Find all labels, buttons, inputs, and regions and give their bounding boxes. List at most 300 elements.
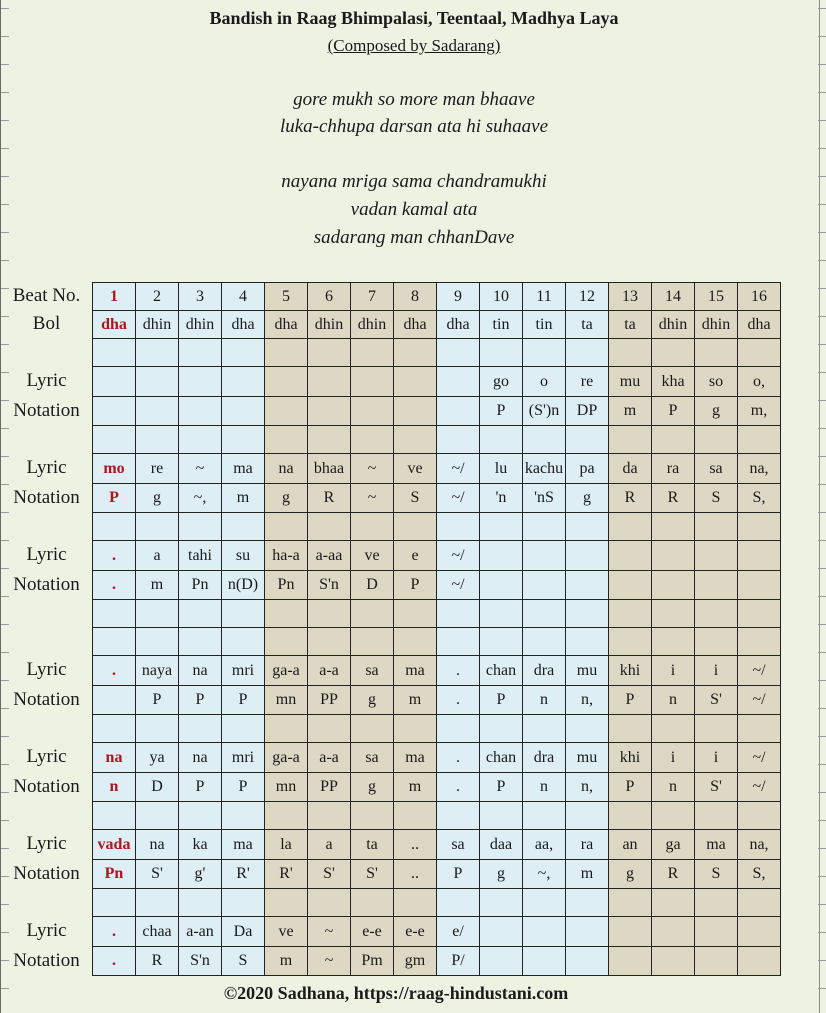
lyric-cell: ra — [652, 454, 695, 484]
notation-cell: P — [437, 860, 480, 889]
notation-label: Notation — [13, 574, 80, 595]
notation-cell: S' — [351, 860, 394, 889]
empty-cell — [265, 426, 308, 454]
notation-cell: .. — [394, 860, 437, 889]
lyric-cell: ga — [652, 830, 695, 860]
notation-cell: n, — [566, 773, 609, 802]
empty-cell — [222, 426, 265, 454]
empty-cell — [93, 426, 136, 454]
notation-row — [93, 947, 781, 976]
row-gridline-tick — [818, 484, 826, 485]
row-gridline-tick — [818, 512, 826, 513]
poem-line: nayana mriga sama chandramukhi — [281, 171, 547, 192]
notation-cell: Pm — [351, 947, 394, 976]
beat-number-cell: 1 — [93, 283, 136, 311]
row-gridline-tick — [818, 764, 826, 765]
notation-cell: n, — [566, 686, 609, 715]
empty-cell — [738, 715, 781, 743]
empty-cell — [136, 715, 179, 743]
empty-cell — [394, 628, 437, 656]
lyric-cell: a-aa — [308, 541, 351, 571]
empty-cell — [136, 426, 179, 454]
lyric-cell — [394, 367, 437, 397]
poem-line: sadarang man chhanDave — [313, 227, 515, 248]
notation-cell: ~ — [351, 484, 394, 513]
notation-cell: m — [566, 860, 609, 889]
notation-cell: P/ — [437, 947, 480, 976]
notation-cell: S, — [738, 860, 781, 889]
empty-cell — [265, 339, 308, 367]
lyric-cell — [437, 367, 480, 397]
row-gridline-tick — [1, 484, 9, 485]
notation-label: Notation — [13, 863, 80, 884]
notation-cell: P — [179, 773, 222, 802]
lyric-cell: Da — [222, 917, 265, 947]
notation-cell: P — [222, 686, 265, 715]
spacer-row — [93, 513, 781, 541]
lyric-cell: ma — [394, 656, 437, 686]
notation-cell: n(D) — [222, 571, 265, 600]
notation-cell: R — [652, 484, 695, 513]
notation-cell — [523, 571, 566, 600]
empty-cell — [179, 802, 222, 830]
notation-label: Notation — [13, 400, 80, 421]
empty-cell — [222, 628, 265, 656]
row-gridline-tick — [818, 960, 826, 961]
empty-cell — [265, 513, 308, 541]
lyric-cell — [695, 541, 738, 571]
notation-cell: S' — [136, 860, 179, 889]
row-gridline-tick — [1, 988, 9, 989]
row-gridline-tick — [1, 232, 9, 233]
row-gridline-tick — [1, 568, 9, 569]
notation-cell: mn — [265, 686, 308, 715]
lyric-cell — [652, 917, 695, 947]
row-gridline-tick — [1, 540, 9, 541]
lyric-cell — [609, 541, 652, 571]
empty-cell — [480, 628, 523, 656]
lyric-cell: mri — [222, 743, 265, 773]
bol-cell: dha — [437, 311, 480, 339]
lyric-cell — [738, 541, 781, 571]
notation-cell: P — [93, 484, 136, 513]
empty-cell — [179, 628, 222, 656]
notation-cell: n — [523, 686, 566, 715]
row-gridline-tick — [1, 820, 9, 821]
empty-cell — [265, 715, 308, 743]
row-gridline-tick — [818, 568, 826, 569]
empty-cell — [179, 513, 222, 541]
lyric-cell — [523, 917, 566, 947]
notation-cell: P — [480, 773, 523, 802]
lyric-cell: khi — [609, 743, 652, 773]
notation-cell: P — [609, 686, 652, 715]
lyric-label: Lyric — [26, 833, 67, 854]
empty-cell — [652, 426, 695, 454]
empty-cell — [480, 802, 523, 830]
empty-cell — [738, 628, 781, 656]
notation-cell: gm — [394, 947, 437, 976]
notation-cell — [652, 571, 695, 600]
empty-cell — [609, 426, 652, 454]
row-gridline-tick — [818, 708, 826, 709]
row-gridline-tick — [818, 540, 826, 541]
lyric-cell: ga-a — [265, 743, 308, 773]
empty-cell — [351, 889, 394, 917]
row-gridline-tick — [818, 680, 826, 681]
empty-cell — [523, 889, 566, 917]
lyric-cell: na, — [738, 830, 781, 860]
lyric-cell: ma — [695, 830, 738, 860]
empty-cell — [222, 513, 265, 541]
empty-cell — [179, 426, 222, 454]
notation-cell: S' — [308, 860, 351, 889]
right-gridline — [819, 0, 820, 1013]
empty-cell — [566, 628, 609, 656]
notation-cell: P — [609, 773, 652, 802]
notation-cell: ~ — [308, 947, 351, 976]
notation-cell: P — [652, 397, 695, 426]
empty-cell — [437, 600, 480, 628]
lyric-cell: sa — [437, 830, 480, 860]
empty-cell — [308, 513, 351, 541]
bol-cell: dha — [265, 311, 308, 339]
notation-cell — [308, 397, 351, 426]
notation-cell: ~, — [179, 484, 222, 513]
empty-cell — [609, 513, 652, 541]
lyric-cell: na, — [738, 454, 781, 484]
empty-cell — [437, 628, 480, 656]
empty-cell — [93, 600, 136, 628]
lyric-cell: ga-a — [265, 656, 308, 686]
row-gridline-tick — [818, 792, 826, 793]
notation-cell: DP — [566, 397, 609, 426]
row-gridline-tick — [1, 876, 9, 877]
lyric-cell: chaa — [136, 917, 179, 947]
page-subtitle: (Composed by Sadarang) — [327, 36, 501, 55]
lyric-label: Lyric — [26, 457, 67, 478]
beat-number-cell: 10 — [480, 283, 523, 311]
empty-cell — [394, 715, 437, 743]
lyric-cell: a-a — [308, 743, 351, 773]
row-gridline-tick — [1, 512, 9, 513]
notation-cell: S' — [695, 686, 738, 715]
lyric-cell: dra — [523, 656, 566, 686]
lyric-label: Lyric — [26, 746, 67, 767]
empty-cell — [652, 889, 695, 917]
notation-cell: ~/ — [738, 773, 781, 802]
empty-cell — [351, 339, 394, 367]
beat-number-cell: 11 — [523, 283, 566, 311]
notation-cell — [480, 571, 523, 600]
empty-cell — [308, 426, 351, 454]
notation-cell: (S')n — [523, 397, 566, 426]
notation-label: Notation — [13, 487, 80, 508]
lyric-cell: go — [480, 367, 523, 397]
empty-cell — [136, 889, 179, 917]
lyric-cell — [136, 367, 179, 397]
row-gridline-tick — [1, 708, 9, 709]
row-gridline-tick — [818, 932, 826, 933]
lyric-cell: pa — [566, 454, 609, 484]
lyric-cell: mri — [222, 656, 265, 686]
empty-cell — [480, 600, 523, 628]
empty-cell — [738, 889, 781, 917]
empty-cell — [394, 513, 437, 541]
notation-cell — [351, 397, 394, 426]
notation-cell: g — [351, 686, 394, 715]
spacer-row — [93, 600, 781, 628]
notation-cell — [566, 947, 609, 976]
row-gridline-tick — [1, 316, 9, 317]
empty-cell — [437, 715, 480, 743]
notation-cell: ~/ — [437, 571, 480, 600]
empty-cell — [523, 600, 566, 628]
beat-number-cell: 14 — [652, 283, 695, 311]
lyric-cell: ve — [351, 541, 394, 571]
empty-cell — [566, 600, 609, 628]
beat-number-cell: 7 — [351, 283, 394, 311]
notation-cell: P — [136, 686, 179, 715]
notation-grid — [92, 282, 781, 976]
notation-cell: n — [652, 773, 695, 802]
notation-cell: g' — [179, 860, 222, 889]
lyric-cell: ka — [179, 830, 222, 860]
empty-cell — [394, 600, 437, 628]
lyric-cell: tahi — [179, 541, 222, 571]
beat-number-cell: 12 — [566, 283, 609, 311]
lyric-cell: kachu — [523, 454, 566, 484]
notation-cell — [652, 947, 695, 976]
empty-cell — [695, 600, 738, 628]
beat-number-cell: 16 — [738, 283, 781, 311]
lyric-cell — [566, 917, 609, 947]
beat-number-cell: 15 — [695, 283, 738, 311]
notation-cell: mn — [265, 773, 308, 802]
row-gridline-tick — [818, 36, 826, 37]
beat-row — [93, 283, 781, 311]
row-gridline-tick — [818, 316, 826, 317]
empty-cell — [136, 600, 179, 628]
notation-cell — [695, 571, 738, 600]
notation-cell: m — [394, 686, 437, 715]
notation-cell: R' — [265, 860, 308, 889]
notation-cell — [437, 397, 480, 426]
page-title: Bandish in Raag Bhimpalasi, Teentaal, Madhya Laya — [209, 8, 619, 28]
empty-cell — [738, 339, 781, 367]
lyric-label: Lyric — [26, 370, 67, 391]
notation-cell: ~/ — [437, 484, 480, 513]
notation-cell — [523, 947, 566, 976]
row-gridline-tick — [818, 876, 826, 877]
row-gridline-tick — [1, 680, 9, 681]
empty-cell — [480, 513, 523, 541]
lyric-cell: su — [222, 541, 265, 571]
empty-cell — [523, 513, 566, 541]
empty-cell — [523, 628, 566, 656]
empty-cell — [179, 715, 222, 743]
lyric-cell — [652, 541, 695, 571]
poem-line: gore mukh so more man bhaave — [293, 89, 535, 110]
empty-cell — [566, 715, 609, 743]
lyric-cell: sa — [695, 454, 738, 484]
notation-cell — [609, 571, 652, 600]
row-gridline-tick — [1, 204, 9, 205]
row-gridline-tick — [1, 960, 9, 961]
row-gridline-tick — [1, 8, 9, 9]
lyric-cell: ~/ — [738, 743, 781, 773]
spacer-row — [93, 889, 781, 917]
empty-cell — [566, 339, 609, 367]
lyric-cell: dra — [523, 743, 566, 773]
bol-cell: dha — [93, 311, 136, 339]
notation-row — [93, 484, 781, 513]
notation-cell — [394, 397, 437, 426]
row-gridline-tick — [818, 120, 826, 121]
lyric-cell: vada — [93, 830, 136, 860]
bol-cell: dha — [738, 311, 781, 339]
notation-cell: P — [394, 571, 437, 600]
lyric-cell: ha-a — [265, 541, 308, 571]
row-gridline-tick — [818, 176, 826, 177]
lyric-cell — [93, 367, 136, 397]
notation-cell: n — [93, 773, 136, 802]
row-gridline-tick — [818, 596, 826, 597]
row-gridline-tick — [818, 372, 826, 373]
lyric-cell — [351, 367, 394, 397]
spacer-row — [93, 802, 781, 830]
notation-cell: Pn — [265, 571, 308, 600]
row-gridline-tick — [1, 932, 9, 933]
empty-cell — [308, 802, 351, 830]
empty-cell — [652, 600, 695, 628]
notation-cell — [265, 397, 308, 426]
row-gridline-tick — [1, 652, 9, 653]
row-gridline-tick — [818, 624, 826, 625]
notation-row — [93, 397, 781, 426]
empty-cell — [93, 339, 136, 367]
empty-cell — [265, 889, 308, 917]
empty-cell — [179, 889, 222, 917]
lyric-cell: da — [609, 454, 652, 484]
notation-cell: m — [609, 397, 652, 426]
row-gridline-tick — [1, 148, 9, 149]
lyric-cell: a — [136, 541, 179, 571]
notation-label: Notation — [13, 776, 80, 797]
lyric-cell — [265, 367, 308, 397]
empty-cell — [93, 513, 136, 541]
row-gridline-tick — [1, 260, 9, 261]
notation-label: Notation — [13, 689, 80, 710]
empty-cell — [566, 802, 609, 830]
empty-cell — [136, 339, 179, 367]
notation-cell: m — [136, 571, 179, 600]
bol-cell: tin — [480, 311, 523, 339]
notation-cell: P — [222, 773, 265, 802]
lyric-cell: la — [265, 830, 308, 860]
lyric-cell: ma — [222, 454, 265, 484]
empty-cell — [437, 889, 480, 917]
empty-cell — [437, 339, 480, 367]
lyric-row — [93, 743, 781, 773]
lyric-cell: naya — [136, 656, 179, 686]
lyric-cell: chan — [480, 656, 523, 686]
row-gridline-tick — [818, 988, 826, 989]
spacer-row — [93, 715, 781, 743]
lyric-cell: ya — [136, 743, 179, 773]
row-gridline-tick — [818, 400, 826, 401]
empty-cell — [222, 889, 265, 917]
empty-cell — [566, 889, 609, 917]
notation-cell — [136, 397, 179, 426]
notation-cell — [609, 947, 652, 976]
notation-cell: g — [136, 484, 179, 513]
row-gridline-tick — [1, 176, 9, 177]
lyric-cell: na — [93, 743, 136, 773]
notation-cell: g — [351, 773, 394, 802]
empty-cell — [738, 426, 781, 454]
notation-row — [93, 686, 781, 715]
row-gridline-tick — [818, 652, 826, 653]
lyric-cell: re — [136, 454, 179, 484]
row-gridline-tick — [818, 204, 826, 205]
empty-cell — [394, 889, 437, 917]
empty-cell — [93, 628, 136, 656]
empty-cell — [480, 339, 523, 367]
empty-cell — [480, 426, 523, 454]
empty-cell — [738, 513, 781, 541]
notation-cell: . — [437, 773, 480, 802]
notation-row — [93, 571, 781, 600]
empty-cell — [523, 426, 566, 454]
empty-cell — [652, 715, 695, 743]
empty-cell — [609, 889, 652, 917]
notation-cell: 'nS — [523, 484, 566, 513]
lyric-cell: sa — [351, 656, 394, 686]
bol-cell: ta — [609, 311, 652, 339]
empty-cell — [136, 628, 179, 656]
lyric-cell: mo — [93, 454, 136, 484]
lyric-cell: sa — [351, 743, 394, 773]
bol-cell: dhin — [652, 311, 695, 339]
lyric-cell: e-e — [394, 917, 437, 947]
lyric-cell: lu — [480, 454, 523, 484]
lyric-cell: ~/ — [437, 454, 480, 484]
notation-cell: S — [695, 484, 738, 513]
empty-cell — [265, 802, 308, 830]
lyric-cell: chan — [480, 743, 523, 773]
notation-cell: ~, — [523, 860, 566, 889]
lyric-cell: na — [265, 454, 308, 484]
empty-cell — [308, 339, 351, 367]
lyric-cell: na — [136, 830, 179, 860]
empty-cell — [695, 513, 738, 541]
empty-cell — [93, 889, 136, 917]
notation-cell: Pn — [93, 860, 136, 889]
row-gridline-tick — [1, 120, 9, 121]
row-gridline-tick — [818, 344, 826, 345]
lyric-cell — [179, 367, 222, 397]
row-gridline-tick — [1, 428, 9, 429]
row-gridline-tick — [818, 232, 826, 233]
empty-cell — [265, 628, 308, 656]
empty-cell — [222, 339, 265, 367]
empty-cell — [308, 715, 351, 743]
notation-cell: S'n — [179, 947, 222, 976]
lyric-cell: ~/ — [738, 656, 781, 686]
lyric-cell: ta — [351, 830, 394, 860]
lyric-cell: i — [652, 656, 695, 686]
